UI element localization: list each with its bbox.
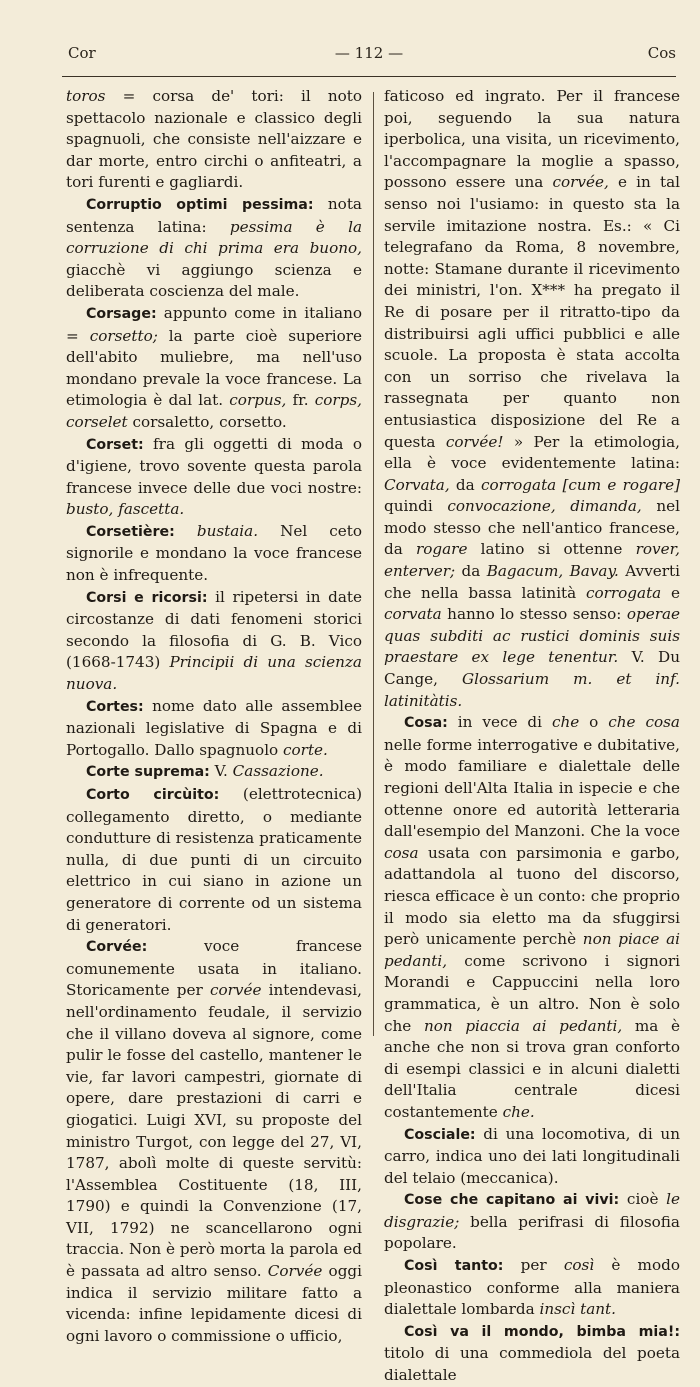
entry-corsage	[66, 303, 362, 434]
entry-text: ma è anche che non si trova gran conforto di esempi classici e in alcuni dialetti dell'Italia centrale dicesi costantemente	[384, 1016, 680, 1121]
entry-text-italic: Bagacum, Bavay.	[486, 562, 619, 581]
entry-text: nota sentenza latina:	[66, 194, 362, 236]
entry-corruptio	[66, 194, 362, 303]
entry-text: fr.	[286, 391, 315, 410]
entry-text: hanno lo stesso senso:	[441, 605, 627, 624]
entry-text: nelle forme interrogative e dubitative, è modo familiare e dialettale delle regioni dell'Alta Italia in ispecie e che ottenne onore ed autorità letteraria dall'esempio del Manzoni. Che la voce	[384, 735, 680, 841]
entry-text: nome dato alle assemblee nazionali legislative di Spagna e di Portogallo. Dallo spagnuolo	[66, 696, 362, 759]
entry-headword: Corte suprema:	[86, 764, 210, 781]
entry-headword: Cortes:	[86, 698, 144, 715]
entry-text: giacchè vi aggiungo scienza e deliberata coscienza del male.	[66, 260, 362, 301]
entry-text-italic: corvata	[384, 605, 442, 624]
entry-text: = corsa de' tori: il noto spettacolo nazionale e classico degli spagnuoli, che consiste nell'aizzare e dar morte, entro circhi o anfiteatri, a tori furenti e gagliardi.	[66, 87, 362, 192]
entry-headword: Corto circùito:	[86, 787, 220, 803]
entry-cortes	[66, 696, 362, 762]
entry-text: per	[503, 1256, 564, 1275]
entry-text: fra gli oggetti di moda o d'igiene, trovo sovente questa parola francese invece delle due voci nostre:	[66, 434, 362, 497]
entry-text: Nel ceto signorile e mondano la voce francese non è infrequente.	[66, 521, 363, 585]
entry-text-italic: le disgrazie;	[384, 1190, 681, 1231]
entry-text-italic: Cassazione.	[232, 762, 324, 781]
entry-text: e in tal senso noi l'usiamo: in questo sta la servile imitazione nostra. Es.: « Ci telegrafano da Roma, 8 novembre, notte: Stamane durante il ricevimento dei ministri, l'on. X*** ha pregato il Re di posare per il ritratto-tipo da distribuirsi agli uffici pubblici e alle scuole. La proposta è stata accolta con un sorriso che rivelava la rassegnata per quanto non entusiastica disposizione del Re a questa	[384, 173, 681, 451]
entry-text-italic: corvée,	[552, 173, 609, 192]
entry-text-italic: Glossarium m. et inf. latinitàtis.	[384, 670, 680, 710]
entry-text-italic: Principii di una scienza nuova.	[66, 653, 362, 694]
entry-text: o	[579, 713, 609, 732]
entry-cosciale	[384, 1124, 680, 1190]
entry-text: oggi indica il servizio militare fatto a vicenda: infine lepidamente dicesi di ogni lavoro o commissione o ufficio,	[66, 1262, 362, 1345]
entry-toros	[66, 86, 362, 194]
entry-corte-suprema	[66, 761, 362, 784]
entry-text-italic: corrogata [cum e rogare]	[480, 475, 681, 494]
right-column	[384, 86, 680, 1387]
entry-corsetiere	[66, 521, 362, 587]
entry-text-italic: così	[563, 1256, 595, 1275]
entry-text: il ripetersi in date circostanze di dati fenomeni storici secondo la filosofia di G. B. Vico (1668-1743)	[66, 587, 362, 672]
entry-text-italic: bustaia.	[196, 521, 259, 540]
entry-text-italic: rogare	[416, 540, 468, 559]
entry-cosa	[384, 712, 680, 1123]
entry-corvee-continued	[384, 86, 680, 712]
entry-text: da	[449, 475, 481, 494]
entry-headword: Cosciale:	[404, 1126, 476, 1143]
entry-headword: Cosa:	[404, 715, 448, 732]
entry-corto-circuito	[66, 784, 362, 936]
entry-text: in vece di	[447, 713, 552, 732]
entry-text: e	[661, 583, 680, 602]
entry-text-italic: Corvée	[267, 1262, 323, 1281]
entry-text: è modo pleonastico conforme alla maniera dialettale lombarda	[384, 1256, 680, 1319]
entry-headword: Così va il mondo, bimba mia!:	[404, 1323, 680, 1340]
entry-headword: Corset:	[86, 436, 144, 453]
entry-text: (elettrotecnica) collegamento diretto, o mediante condutture di resistenza praticamente nulla, di due punti di un circuito elettrico in cui siano in azione un generatore di corrente od un sistema di generatori.	[66, 785, 362, 934]
entry-text: di una locomotiva, di un carro, indica uno dei lati longitudinali del telaio (meccanica).	[384, 1124, 680, 1187]
entry-text-italic: busto, fascetta.	[66, 500, 185, 519]
running-header	[62, 40, 676, 64]
entry-text-italic: che	[551, 713, 580, 732]
entry-text-italic: corpus,	[229, 391, 287, 410]
entry-text-italic: corvée	[209, 981, 262, 1000]
entry-text: corsaletto, corsetto.	[127, 412, 287, 431]
page-number: — 112 —	[334, 44, 404, 62]
entry-cosi-va-il-mondo	[384, 1321, 680, 1387]
entry-text: » Per la etimologia, ella è voce evidentemente latina:	[384, 432, 680, 473]
entry-text-italic: corps, corselet	[66, 391, 362, 431]
entry-text: appunto come in italiano =	[66, 303, 362, 345]
entry-text: come scrivono i signori Morandi e Cappuccini nella loro grammatica, è un altro. Non è solo che	[384, 951, 680, 1035]
entry-headword: Corsi e ricorsi:	[86, 589, 208, 606]
entry-text: voce francese comunemente usata in italiano. Storicamente per	[66, 937, 362, 1000]
entry-text: Avverti che nella bassa latinità	[384, 562, 680, 602]
entry-text: bella perifrasi di filosofia popolare.	[384, 1212, 680, 1253]
entry-text: V.	[209, 762, 233, 781]
entry-corvee	[66, 936, 362, 1347]
entry-text-italic: corrogata	[585, 583, 662, 602]
entry-text: quindi	[384, 497, 448, 516]
entry-text-italic: corsetto;	[89, 326, 158, 345]
entry-corset	[66, 434, 362, 521]
entry-text: intendevasi, nell'ordinamento feudale, il servizio che il villano doveva al signore, come pulir le fosse del castello, mantener le vie, far lavori campestri, giornate di opere, dare prestazioni di carri e giogatici. Luigi XVI, su proposte del ministro Turgot, con legge del 27, VI, 1787, abolì molte di queste servitù: l'Assemblea Costituente (18, III, 1790) e quindi la Convenzione (17, VII, 1792) ne scancellarono ogni traccia. Non è però morta la parola ed è passata ad altro senso.	[66, 981, 362, 1281]
entry-text-italic: convocazione, dimanda,	[447, 497, 642, 516]
entry-text: latino si ottenne	[467, 540, 636, 559]
entry-text-italic: che cosa	[608, 713, 680, 732]
entry-text-italic: cosa	[384, 843, 419, 862]
entry-text: cioè	[619, 1190, 667, 1209]
entry-text-italic: inscì tant.	[539, 1300, 616, 1319]
entry-text-italic: corte.	[283, 740, 328, 759]
column-divider	[373, 92, 374, 1036]
header-rule	[62, 76, 676, 77]
entry-text-italic: pessima è la corruzione di chi prima era buono,	[66, 217, 362, 258]
entry-text-italic: rover, enterver;	[384, 540, 681, 581]
entry-text-italic: non piaccia ai pedanti,	[423, 1016, 623, 1035]
entry-text-italic: operae quas subditi ac rustici dominis suis praestare ex lege tenentur.	[384, 605, 680, 667]
entry-text: da	[455, 562, 487, 581]
entry-headword: Corruptio optimi pessima:	[86, 196, 314, 213]
entry-text: V. Du Cange,	[384, 648, 680, 689]
entry-text: nel modo stesso che nell'antico francese, da	[384, 497, 680, 559]
left-column	[66, 86, 362, 1347]
entry-headword: Corsetière:	[86, 523, 175, 540]
entry-cose-che-capitano	[384, 1189, 680, 1255]
header-right-word: Cos	[647, 44, 676, 62]
entry-text-italic: Corvata,	[384, 475, 450, 494]
entry-text: la parte cioè superiore dell'abito muliebre, ma nell'uso mondano prevale la voce francese. La etimologia è dal lat.	[66, 326, 362, 410]
entry-cosi-tanto	[384, 1255, 680, 1321]
entry-text: faticoso ed ingrato. Per il francese poi, seguendo la sua natura iperbolica, una visita, un ricevimento, l'accompagnare la moglie a spasso, possono essere una	[384, 87, 680, 192]
entry-text: usata con parsimonia e garbo, adattandola al tuono del discorso, riesca efficace è un conto: che proprio il modo sia eletto ma da sfuggirsi però unicamente perchè	[384, 843, 680, 949]
entry-text-italic: che.	[502, 1102, 535, 1121]
entry-headword: Così tanto:	[404, 1258, 504, 1275]
entry-text: titolo di una commediola del poeta dialettale	[384, 1344, 680, 1385]
header-left-word: Cor	[68, 44, 96, 62]
entry-headword: Cose che capitano ai vivi:	[404, 1192, 620, 1209]
entry-text-italic: toros	[66, 87, 106, 105]
entry-headword: Corsage:	[86, 305, 157, 322]
entry-corsi-ricorsi	[66, 587, 362, 696]
entry-text-italic: corvée!	[445, 432, 504, 451]
entry-headword: Corvée:	[86, 939, 148, 956]
entry-text-italic: non piace ai pedanti,	[384, 930, 680, 970]
